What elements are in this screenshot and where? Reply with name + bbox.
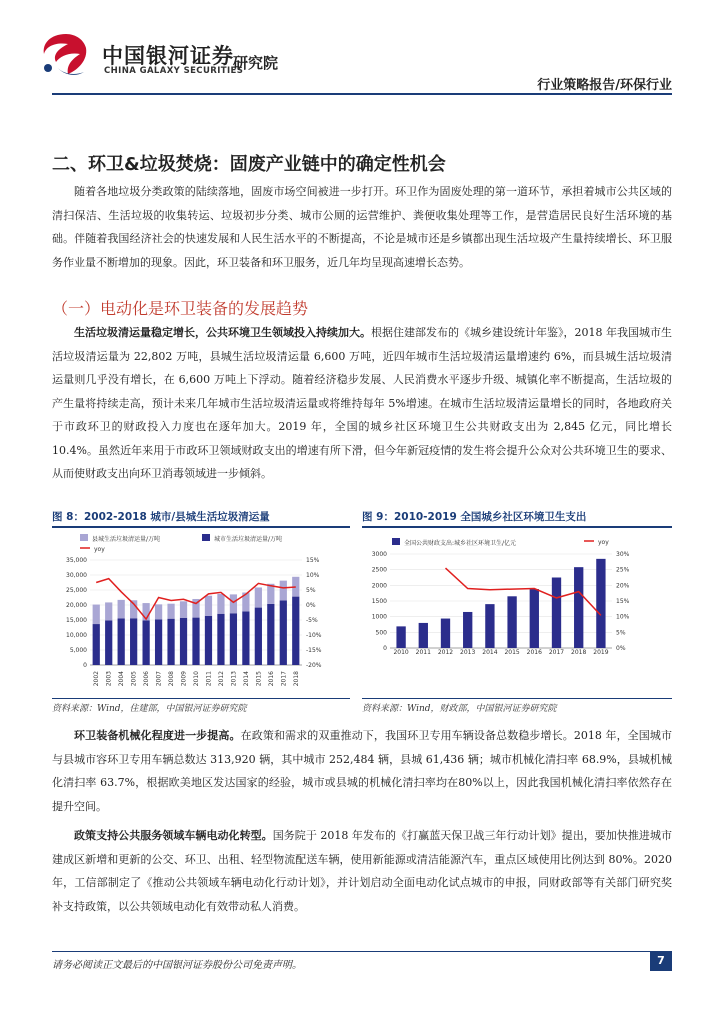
y-left-tick-label: 0: [83, 662, 87, 669]
x-tick-label: 2015: [504, 649, 520, 656]
y-right-tick-label: -5%: [306, 617, 318, 624]
y-left-tick-label: 25,000: [66, 587, 87, 594]
bar-city: [93, 624, 100, 665]
y-right-tick-label: 30%: [616, 551, 630, 558]
legend-county: 县城生活垃圾清运量/万吨: [92, 536, 161, 543]
bar-city: [267, 604, 274, 665]
figure-9-source: 资料来源：Wind，财政部，中国银河证券研究院: [362, 704, 557, 714]
legend-yoy: yoy: [94, 546, 105, 553]
bar-city: [192, 618, 199, 665]
legend-swatch-county: [80, 534, 88, 541]
bar-spend: [396, 626, 405, 648]
galaxy-logo-icon: [38, 30, 94, 82]
y-right-tick-label: -15%: [306, 647, 322, 654]
bar-county: [255, 587, 262, 607]
institute-label: 研究院: [233, 54, 279, 72]
y-left-tick-label: 1500: [371, 598, 387, 605]
paragraph-garbage-volume: [52, 321, 672, 486]
y-right-tick-label: -10%: [306, 632, 322, 639]
y-left-tick-label: 30,000: [66, 572, 87, 579]
bar-county: [118, 600, 125, 619]
legend-yoy: yoy: [598, 539, 609, 546]
y-right-tick-label: 10%: [306, 572, 320, 579]
x-tick-label: 2008: [168, 671, 176, 687]
bar-city: [130, 618, 137, 665]
y-right-tick-label: 25%: [616, 566, 630, 574]
y-left-tick-label: 35,000: [66, 557, 87, 564]
x-tick-label: 2002: [93, 671, 101, 687]
bar-city: [143, 620, 150, 665]
bar-spend: [463, 612, 472, 648]
bar-spend: [441, 619, 450, 648]
figure-9-rule: [362, 526, 672, 528]
y-right-tick-label: 15%: [616, 598, 630, 605]
y-left-tick-label: 20,000: [66, 602, 87, 609]
x-tick-label: 2007: [155, 671, 163, 687]
x-tick-label: 2017: [548, 649, 565, 656]
bar-county: [230, 594, 237, 613]
x-tick-label: 2016: [526, 649, 542, 656]
fig8-legend: [80, 534, 282, 553]
figure-8-title: 图 8：2002-2018 城市/县城生活垃圾清运量: [52, 511, 270, 523]
bar-county: [155, 604, 162, 619]
legend-swatch-spend: [392, 538, 400, 545]
paragraph-body: 根据住建部发布的《城乡建设统计年鉴》，2018 年我国城市生活垃圾清运量为 22,802 万吨，县城生活垃圾清运量 6,600 万吨，近四年城市生活垃圾清运量增速约 6%，而县城生活垃圾清运量则几乎没有增长，在 6,600 万吨上下浮动。随着经济稳步发展、人民消费水平逐步升级、城镇化率不断提高，生活垃圾的产生量将持续走高，预计未来几年城市生活垃圾清运量或将维持每年 5%增速。在城市生活垃圾清运量增长的同时，各地政府关于市政环卫的财政投入力度也在逐年加大。2019 年，全国的城乡社区环境卫生公共财政支出为 2,845 亿元，同比增长 10.4%。虽然近年来用于市政环卫领域财政支出的增速有所下滑，但今年新冠疫情的发生将会提升公众对公共环境卫生的要求、从而使财政支出向环卫消毒领域进一步倾斜。: [52, 326, 672, 480]
figure-9-chart: [362, 532, 672, 692]
y-left-tick-label: 1000: [371, 613, 387, 621]
y-left-tick-label: 2000: [371, 582, 387, 590]
bar-city: [217, 614, 224, 665]
y-left-tick-label: 3000: [371, 551, 387, 558]
x-tick-label: 2009: [180, 671, 188, 687]
bar-city: [180, 618, 187, 665]
bar-city: [205, 616, 212, 665]
y-left-tick-label: 2500: [371, 566, 387, 574]
bar-city: [105, 620, 112, 665]
x-tick-label: 2018: [571, 649, 587, 656]
x-tick-label: 2014: [482, 649, 498, 656]
brand-name-en: CHINA GALAXY SECURITIES: [104, 66, 244, 76]
legend-spend: 全国公共财政支出:城乡社区环境卫生/亿元: [404, 540, 517, 547]
y-right-tick-label: 5%: [616, 629, 626, 637]
bar-city: [167, 619, 174, 665]
x-tick-label: 2014: [242, 671, 250, 687]
y-left-tick-label: 500: [375, 629, 387, 637]
figure-8-source: 资料来源：Wind，住建部，中国银河证券研究院: [52, 704, 247, 714]
x-tick-label: 2010: [193, 671, 200, 687]
bar-county: [205, 596, 212, 616]
bar-county: [105, 602, 112, 620]
paragraph-electrification: [52, 824, 672, 918]
bar-city: [155, 619, 162, 665]
y-right-tick-label: 20%: [616, 582, 630, 590]
y-right-tick-label: 0%: [306, 602, 316, 609]
x-tick-label: 2011: [415, 649, 431, 656]
page-number: 7: [650, 951, 672, 971]
y-right-tick-label: 0%: [616, 645, 626, 652]
paragraph-body: 在政策和需求的双重推动下，我国环卫专用车辆设备总数稳步增长。2018 年，全国城市与县城市容环卫专用车辆总数达 313,920 辆，其中城市 252,484 辆，县城 61,436 辆；城市机械化清扫率 68.9%，县城机械化清扫率 63.7%，根据欧美地区发达国家的经验，城市或县城的机械化清扫率均在80%以上，因此我国机械化清扫率依然存在提升空间。: [52, 729, 672, 813]
bar-city: [292, 597, 299, 665]
paragraph-mechanization: [52, 724, 672, 818]
bar-spend: [485, 604, 494, 648]
x-tick-label: 2017: [280, 671, 288, 687]
bar-city: [255, 608, 262, 665]
paragraph-lead: 政策支持公共服务领域车辆电动化转型。: [74, 829, 273, 842]
y-left-tick-label: 0: [383, 645, 387, 652]
figure-8-source-rule: [52, 698, 350, 699]
report-type: 行业策略报告/环保行业: [537, 78, 672, 93]
bar-spend: [507, 596, 516, 648]
paragraph-lead: 环卫装备机械化程度进一步提高。: [74, 729, 241, 742]
bar-city: [118, 618, 125, 665]
y-left-tick-label: 15,000: [66, 617, 87, 624]
bar-spend: [552, 578, 561, 649]
figure-9-source-rule: [362, 698, 672, 699]
x-tick-label: 2006: [143, 671, 151, 687]
x-tick-label: 2005: [130, 671, 138, 687]
bar-county: [217, 594, 224, 614]
paragraph-body: 国务院于 2018 年发布的《打赢蓝天保卫战三年行动计划》提出，要加快推进城市建成区新增和更新的公交、环卫、出租、轻型物流配送车辆，使用新能源或清洁能源汽车，重点区域使用比例达到 80%。2020 年，工信部制定了《推动公共领域车辆电动化行动计划》，并计划启动全面电动化试点城市的申报，同财政部等有关部门研究奖补支持政策，以公共领域电动化有效带动私人消费。: [52, 829, 672, 913]
x-tick-label: 2011: [205, 671, 213, 687]
bar-county: [280, 581, 287, 601]
bar-county: [93, 605, 100, 625]
header-divider: [52, 93, 672, 95]
y-left-tick-label: 10,000: [66, 632, 87, 639]
subsection-title: （一）电动化是环卫装备的发展趋势: [52, 299, 309, 318]
x-tick-label: 2018: [292, 671, 300, 687]
section-title: 二、环卫&垃圾焚烧：固废产业链中的确定性机会: [52, 154, 446, 175]
x-tick-label: 2010: [393, 649, 409, 656]
brand-name-cn: 中国银河证券: [102, 44, 234, 68]
y-right-tick-label: 15%: [306, 557, 320, 564]
bar-county: [167, 604, 174, 619]
y-left-tick-label: 5,000: [69, 647, 87, 654]
x-tick-label: 2012: [217, 671, 225, 687]
footer-divider: [52, 951, 672, 952]
x-tick-label: 2015: [255, 671, 263, 687]
footer-disclaimer: 请务必阅读正文最后的中国银河证券股份公司免责声明。: [52, 960, 302, 971]
y-right-tick-label: -20%: [306, 662, 322, 669]
x-tick-label: 2016: [267, 671, 275, 687]
y-right-tick-label: 10%: [616, 613, 630, 621]
bar-city: [242, 611, 249, 665]
bar-spend: [574, 567, 583, 648]
figure-9-title: 图 9：2010-2019 全国城乡社区环境卫生支出: [362, 511, 587, 523]
legend-swatch-city: [202, 534, 210, 541]
figure-8-chart: [52, 532, 352, 692]
legend-city: 城市生活垃圾清运量/万吨: [214, 536, 283, 543]
bar-city: [230, 613, 237, 665]
bar-county: [180, 601, 187, 618]
figure-8-rule: [52, 526, 350, 528]
x-tick-label: 2013: [230, 671, 238, 687]
fig9-legend: [392, 538, 609, 547]
x-tick-label: 2019: [593, 649, 609, 656]
x-tick-label: 2012: [437, 649, 454, 656]
bar-spend: [419, 623, 428, 648]
x-tick-label: 2004: [118, 671, 126, 687]
bar-spend: [530, 589, 539, 648]
y-right-tick-label: 5%: [306, 587, 316, 594]
x-tick-label: 2003: [105, 671, 113, 687]
bar-spend: [596, 559, 605, 648]
bar-city: [280, 600, 287, 665]
intro-paragraph: 随着各地垃圾分类政策的陆续落地，固废市场空间被进一步打开。环卫作为固废处理的第一道环节，承担着城市公共区域的清扫保洁、生活垃圾的收集转运、垃圾初步分类、城市公厕的运营维护、粪便收集处理等工作，是营造居民良好生活环境的基础。伴随着我国经济社会的快速发展和人民生活水平的不断提高，不论是城市还是乡镇都出现生活垃圾产生量持续增长、环卫服务作业量不断增加的现象。因此，环卫装备和环卫服务，近几年均呈现高速增长态势。: [52, 185, 672, 269]
x-tick-label: 2013: [460, 649, 476, 656]
paragraph-lead: 生活垃圾清运量稳定增长，公共环境卫生领域投入持续加大。: [74, 326, 371, 339]
